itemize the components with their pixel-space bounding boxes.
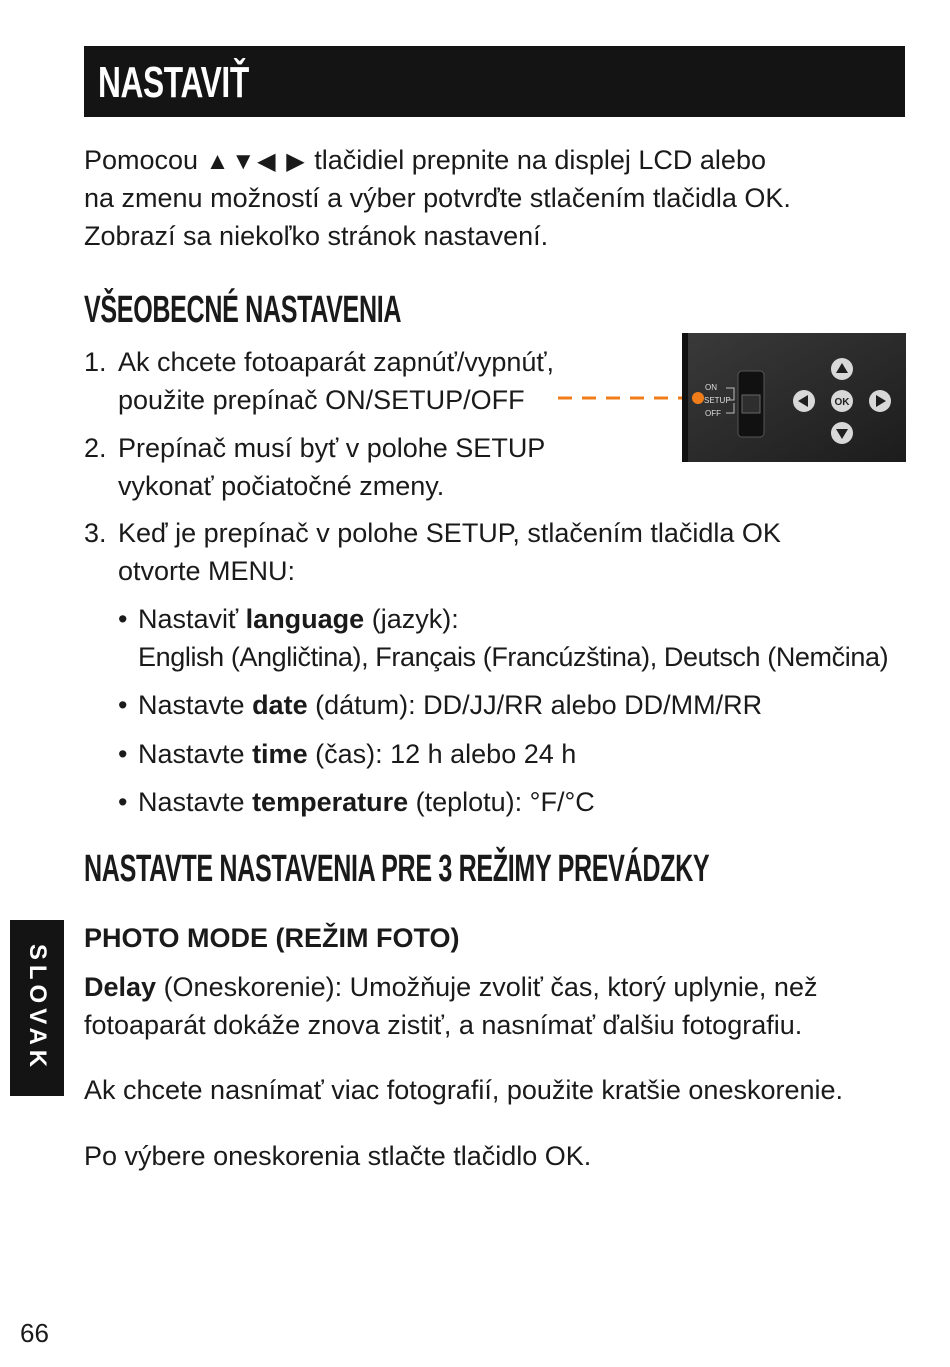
bullet-date: Nastavte date (dátum): DD/JJ/RR alebo DD/MM/RR	[138, 690, 763, 720]
paragraph-confirm-ok: Po výbere oneskorenia stlačte tlačidlo OK.	[84, 1141, 592, 1171]
side-tab-label: SLOVAK	[24, 943, 51, 1073]
on-label: ON	[705, 383, 717, 392]
item-1-line-2: použite prepínač ON/SETUP/OFF	[118, 385, 525, 415]
item-2-line-1: Prepínač musí byť v polohe SETUP	[118, 433, 546, 463]
bullet-time: Nastavte time (čas): 12 h alebo 24 h	[138, 739, 577, 769]
arrow-keys-icons: ▲▼◀ ▶	[205, 148, 307, 175]
bullet-language-options: English (Angličtina), Français (Francúzština), Deutsch (Nemčina)	[138, 642, 889, 672]
bullet-date-dot: •	[118, 690, 128, 720]
bullet-temperature: Nastavte temperature (teplotu): °F/°C	[138, 787, 595, 817]
delay-line-1: Delay (Oneskorenie): Umožňuje zvoliť čas, ktorý uplynie, než	[84, 972, 818, 1002]
photo-mode-subheading: PHOTO MODE (REŽIM FOTO)	[84, 923, 460, 953]
bullet-language-dot: •	[118, 604, 128, 634]
delay-line-2: fotoaparát dokáže znova zistiť, a nasnímať ďalšiu fotografiu.	[84, 1010, 803, 1040]
language-side-tab	[10, 920, 64, 1096]
bullet-time-dot: •	[118, 739, 128, 769]
item-1-number: 1.	[84, 347, 107, 377]
setup-label: SETUP	[704, 396, 731, 405]
intro-line-1	[84, 141, 766, 181]
general-heading: VŠEOBECNÉ NASTAVENIA	[84, 289, 402, 331]
intro-line-3: Zobrazí sa niekoľko stránok nastavení.	[84, 221, 549, 251]
item-3-line-2: otvorte MENU:	[118, 556, 296, 586]
item-3-line-1: Keď je prepínač v polohe SETUP, stlačením tlačidla OK	[118, 518, 781, 548]
item-2-line-2: vykonať počiatočné zmeny.	[118, 471, 445, 501]
item-2-number: 2.	[84, 433, 107, 463]
page-title: NASTAVIŤ	[98, 58, 249, 107]
item-3-number: 3.	[84, 518, 107, 548]
bullet-language: Nastaviť language (jazyk):	[138, 604, 459, 634]
camera-controls-image	[682, 333, 906, 462]
page-number: 66	[20, 1318, 49, 1348]
off-label: OFF	[705, 409, 721, 418]
intro-prefix: Pomocou	[84, 145, 199, 175]
modes-heading: NASTAVTE NASTAVENIA PRE 3 REŽIMY PREVÁDZKY	[84, 848, 710, 890]
ok-label: OK	[834, 397, 850, 408]
leader-line	[558, 396, 698, 400]
bullet-temperature-dot: •	[118, 787, 128, 817]
intro-line-2: na zmenu možností a výber potvrďte stlačením tlačidla OK.	[84, 183, 791, 213]
callout-dot	[692, 392, 704, 404]
title-bar	[84, 46, 905, 117]
intro-line-1-rest: tlačidiel prepnite na displej LCD alebo	[314, 145, 766, 175]
item-1-line-1: Ak chcete fotoaparát zapnúť/vypnúť,	[118, 347, 555, 377]
paragraph-shorter-delay: Ak chcete nasnímať viac fotografií, použite kratšie oneskorenie.	[84, 1075, 844, 1105]
